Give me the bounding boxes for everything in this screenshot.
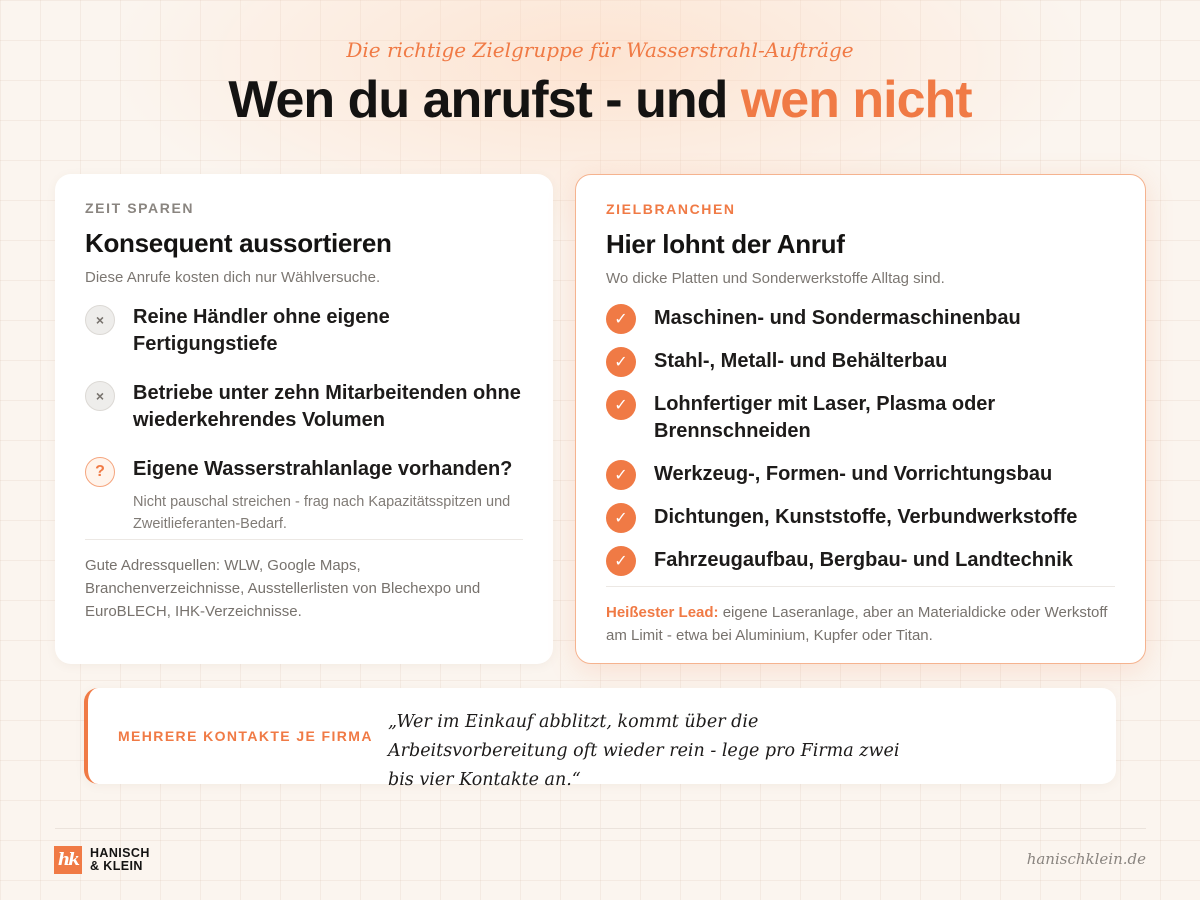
target-card-subtitle: Wo dicke Platten und Sonderwerkstoffe Alltag sind. xyxy=(606,270,945,287)
target-list xyxy=(606,305,1115,574)
website-domain: hanischklein.de xyxy=(1026,850,1146,868)
quote-text: „Wer im Einkauf abblitzt, kommt über die Arbeitsvorbereitung oft wieder rein - lege pro Firma zwei bis vier Kontakte an.“ xyxy=(388,712,900,790)
check-icon: ✓ xyxy=(606,390,636,420)
title-main: Wen du anrufst - und xyxy=(228,71,741,129)
target-item xyxy=(606,305,1115,332)
hottest-lead-note xyxy=(606,587,1115,647)
x-icon: × xyxy=(85,381,115,411)
brand-logo xyxy=(54,846,150,874)
target-card-eyebrow: ZIELBRANCHEN xyxy=(606,201,736,217)
address-sources-note: Gute Adressquellen: WLW, Google Maps, Branchenverzeichnisse, Ausstellerlisten von Blechexpo und EuroBLECH, IHK-Verzeichnisse. xyxy=(85,557,481,620)
check-icon: ✓ xyxy=(606,304,636,334)
exclude-card-title: Konsequent aussortieren xyxy=(85,228,392,258)
target-item-text: Stahl-, Metall- und Behälterbau xyxy=(654,350,948,372)
logo-mark-icon: hk xyxy=(54,846,82,874)
exclude-card-eyebrow: ZEIT SPAREN xyxy=(85,200,195,216)
exclude-item xyxy=(85,380,523,434)
target-item-text: Werkzeug-, Formen- und Vorrichtungsbau xyxy=(654,463,1053,485)
exclude-list xyxy=(85,304,523,535)
exclude-item-text: Betriebe unter zehn Mitarbeitenden ohne wiederkehrendes Volumen xyxy=(133,382,521,431)
exclude-item-text: Reine Händler ohne eigene Fertigungstiefe xyxy=(133,306,390,355)
target-item-text: Fahrzeugaufbau, Bergbau- und Landtechnik xyxy=(654,549,1073,571)
hottest-lead-text: eigene Laseranlage, aber an Materialdicke oder Werkstoff am Limit - etwa bei Aluminium, Kupfer oder Titan. xyxy=(606,604,1108,644)
exclude-item xyxy=(85,304,523,358)
exclude-item xyxy=(85,456,523,535)
target-item-text: Lohnfertiger mit Laser, Plasma oder Brennschneiden xyxy=(654,393,996,442)
quote-callout xyxy=(84,688,1116,790)
exclude-card-subtitle: Diese Anrufe kosten dich nur Wählversuche. xyxy=(85,269,381,286)
target-item xyxy=(606,547,1115,574)
target-item xyxy=(606,504,1115,531)
footer-divider xyxy=(55,828,1146,829)
exclude-card xyxy=(55,174,553,664)
check-icon: ✓ xyxy=(606,503,636,533)
logo-wordmark xyxy=(90,847,150,873)
check-icon: ✓ xyxy=(606,347,636,377)
question-icon: ? xyxy=(85,457,115,487)
target-item xyxy=(606,391,1115,445)
target-item xyxy=(606,461,1115,488)
target-card xyxy=(575,174,1146,664)
target-item-text: Dichtungen, Kunststoffe, Verbundwerkstoffe xyxy=(654,506,1078,528)
exclude-item-note: Nicht pauschal streichen - frag nach Kapazitätsspitzen und Zweitlieferanten-Bedarf. xyxy=(133,494,511,532)
title-accent: wen nicht xyxy=(740,71,972,129)
exclude-item-text: Eigene Wasserstrahlanlage vorhanden? xyxy=(133,458,513,480)
target-item xyxy=(606,348,1115,375)
target-item-text: Maschinen- und Sondermaschinenbau xyxy=(654,307,1021,329)
header-kicker: Die richtige Zielgruppe für Wasserstrahl-Aufträge xyxy=(346,38,854,62)
check-icon: ✓ xyxy=(606,546,636,576)
page-title xyxy=(0,70,1200,130)
target-card-title: Hier lohnt der Anruf xyxy=(606,229,845,259)
logo-line-1: HANISCH xyxy=(90,846,150,860)
quote-label: MEHRERE KONTAKTE JE FIRMA xyxy=(118,728,373,744)
check-icon: ✓ xyxy=(606,460,636,490)
logo-line-2: & KLEIN xyxy=(90,859,143,873)
x-icon: × xyxy=(85,305,115,335)
hottest-lead-label: Heißester Lead: xyxy=(606,604,719,621)
